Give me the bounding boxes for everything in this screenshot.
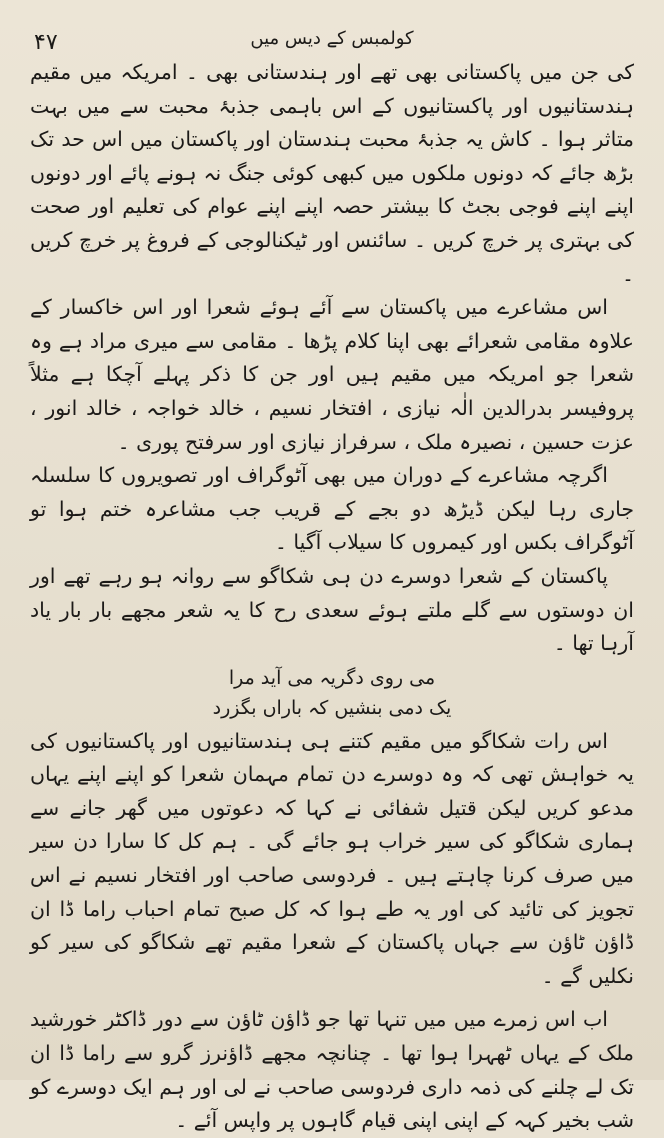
verse-line: یک دمی بنشیں کہ باراں بگزرد — [212, 696, 452, 719]
paragraph-gap — [30, 993, 634, 1003]
page-header — [30, 24, 634, 56]
paragraph: اب اس زمرے میں میں تنہا تھا جو ڈاؤن ٹاؤن سے دور ڈاکٹر خورشید ملک کے یہاں ٹھہرا ہوا تھا ۔ چنانچہ مجھے ڈاؤنرز گرو سے راما ڈا ان تک لے چلنے کی ذمہ داری فردوسی صاحب نے لی اور ہم ایک دوسرے کو شب بخیر کہہ کے اپنی اپنی قیام گاہوں پر واپس آئے ۔ — [30, 1007, 634, 1133]
paragraph: اگرچہ مشاعرے کے دوران میں بھی آٹوگراف اور تصویروں کا سلسلہ جاری رہا لیکن ڈیڑھ دو بجے کے قریب جب مشاعرہ ختم ہوا تو آٹوگراف بکس اور کیمروں کا سیلاب آگیا ۔ — [30, 463, 634, 555]
body-text — [30, 56, 634, 1138]
paragraph: پاکستان کے شعرا دوسرے دن ہی شکاگو سے روانہ ہو رہے تھے اور ان دوستوں سے گلے ملتے ہوئے سعدی رح کا یہ شعر مجھے بار بار یاد آرہا تھا ۔ — [30, 563, 634, 656]
verse-couplet — [30, 663, 634, 723]
paragraph: اس رات شکاگو میں مقیم کتنے ہی ہندستانیوں اور پاکستانیوں کی یہ خواہش تھی کہ وہ دوسرے دن تمام مہمان شعرا کو اپنے اپنے یہاں مدعو کریں لیکن قتیل شفائی نے کہا کہ دعوتوں میں گھر جانے سے ہماری شکاگو کی سیر خراب ہو جائے گی ۔ ہم کل کا سارا دن سیر میں صرف کرنا چاہتے ہیں ۔ فردوسی صاحب اور افتخار نسیم نے اس تجویز کی تائید کی اور یہ طے ہوا کہ کل صبح تمام احباب راما ڈا ان ڈاؤن ٹاؤن سے جہاں پاکستان کے شعرا مقیم تھے شکاگو کی سیر کو نکلیں گے ۔ — [30, 728, 634, 988]
verse-line: می روی دگریہ می آید مرا — [228, 666, 436, 689]
running-title: کولمبس کے دیس میں — [250, 28, 414, 49]
paragraph: کی جن میں پاکستانی بھی تھے اور ہندستانی بھی ۔ امریکہ میں مقیم ہندستانیوں اور پاکستانیوں کے اس باہمی جذبۂ محبت سے میں بہت متاثر ہوا ۔ کاش یہ جذبۂ محبت ہندستان اور پاکستان میں اس حد تک بڑھ جائے کہ دونوں ملکوں میں کبھی کوئی جنگ نہ ہونے پائے اور دونوں اپنے اپنے فوجی بجٹ کا بیشتر حصہ اپنے اپنے عوام کی تعلیم اور صحت کی بہتری پر خرچ کریں ۔ سائنس اور ٹیکنالوجی کے فروغ پر خرچ کریں ۔ — [30, 60, 634, 286]
paragraph: اس مشاعرے میں پاکستان سے آئے ہوئے شعرا اور اس خاکسار کے علاوہ مقامی شعرائے بھی اپنا کلام پڑھا ۔ مقامی سے میری مراد ہے وہ شعرا جو امریکہ میں مقیم ہیں اور جن کا ذکر پہلے آچکا ہے مثلاً پروفیسر بدرالدین الٰہ نیازی ، افتخار نسیم ، خالد خواجہ ، خالد انور ، عزت حسین ، نصیرہ ملک ، سرفراز نیازی اور سرفتح پوری ۔ — [30, 295, 634, 454]
page-number: ۴۷ — [34, 30, 58, 55]
